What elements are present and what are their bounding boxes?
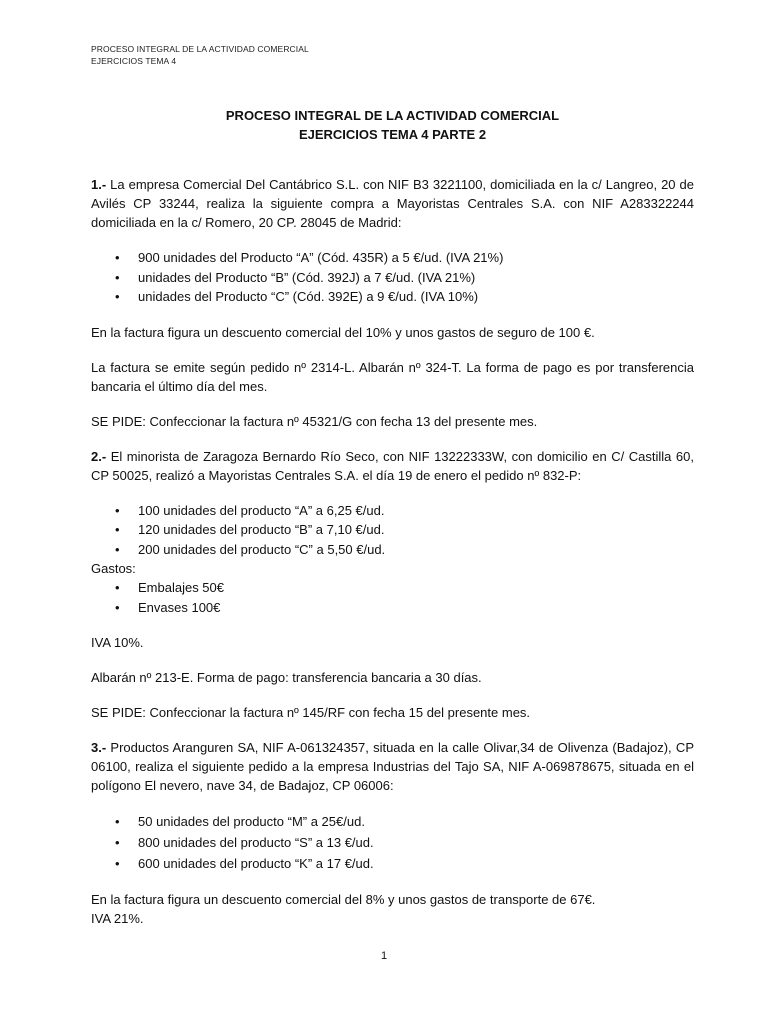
running-header-line1: PROCESO INTEGRAL DE LA ACTIVIDAD COMERCIAL: [91, 44, 309, 54]
exercise-2-gastos: [91, 578, 694, 617]
bullet-icon: •: [115, 250, 120, 265]
exercise-1-items: [91, 248, 694, 307]
exercise-1-intro: [91, 175, 694, 232]
exercise-2-payment: Albarán nº 213-E. Forma de pago: transferencia bancaria a 30 días.: [91, 670, 482, 685]
list-item: • 120 unidades del producto “B” a 7,10 €/ud.: [91, 520, 694, 540]
exercise-2-intro-text: El minorista de Zaragoza Bernardo Río Seco, con NIF 13222333W, con domicilio en C/ Castilla 60, CP 50025, realizó a Mayoristas Centrales S.A. el día 19 de enero el pedido nº 832-P:: [91, 448, 694, 483]
bullet-icon: •: [115, 541, 120, 557]
bullet-icon: •: [115, 599, 120, 615]
list-item: • unidades del Producto “C” (Cód. 392E) a 9 €/ud. (IVA 10%): [91, 287, 694, 307]
list-item: • 200 unidades del producto “C” a 5,50 €/ud.: [91, 540, 694, 560]
list-item: • unidades del Producto “B” (Cód. 392J) a 7 €/ud. (IVA 21%): [91, 268, 694, 288]
bullet-icon: •: [115, 269, 120, 285]
list-item: • Embalajes 50€: [91, 578, 694, 598]
title-line2: EJERCICIOS TEMA 4 PARTE 2: [298, 127, 487, 142]
exercise-2-intro: [91, 447, 694, 485]
exercise-1-invoice-details: La factura se emite según pedido nº 2314-L. Albarán nº 324-T. La forma de pago es por transferencia bancaria el último día del mes.: [91, 359, 694, 394]
list-item: • Envases 100€: [91, 598, 694, 618]
exercise-2-task: SE PIDE: Confeccionar la factura nº 145/RF con fecha 15 del presente mes.: [91, 705, 531, 720]
exercise-1-discount: En la factura figura un descuento comercial del 10% y unos gastos de seguro de 100 €.: [91, 324, 595, 340]
document-title: [91, 106, 694, 144]
exercise-2-iva: IVA 10%.: [91, 635, 144, 650]
exercise-2-items: [91, 501, 694, 560]
bullet-icon: •: [115, 522, 120, 537]
bullet-icon: •: [115, 835, 120, 850]
exercise-1-number: 1.-: [91, 177, 107, 192]
bullet-icon: •: [115, 814, 120, 829]
list-item: • 800 unidades del producto “S” a 13 €/ud.: [91, 832, 694, 853]
exercise-3-intro-text: Productos Aranguren SA, NIF A-061324357, situada en la calle Olivar,34 de Olivenza (Badajoz), CP 06100, realiza el siguiente pedido a la empresa Industrias del Tajo SA, NIF A-069878675, situada en el polígono El nevero, nave 34, de Badajoz, CP 06006:: [91, 740, 694, 793]
exercise-1-intro-text: La empresa Comercial Del Cantábrico S.L. con NIF B3 3221100, domiciliada en la c/ Langreo, 20 de Avilés CP 33244, realiza la siguiente compra a Mayoristas Centrales S.A. con NIF A283322244 domiciliada en la c/ Romero, 20 CP. 28045 de Madrid:: [91, 177, 694, 230]
exercise-3-number: 3.-: [91, 740, 107, 755]
exercise-2-gastos-label: Gastos:: [91, 561, 136, 576]
exercise-2-number: 2.-: [91, 448, 107, 464]
exercise-3-intro: [91, 738, 694, 795]
exercise-3-discount: En la factura figura un descuento comercial del 8% y unos gastos de transporte de 67€.: [91, 892, 596, 907]
document-body: [91, 175, 694, 944]
exercise-3-items: [91, 811, 694, 874]
page-number: 1: [380, 950, 388, 962]
running-header: [91, 43, 309, 67]
list-item: • 900 unidades del Producto “A” (Cód. 435R) a 5 €/ud. (IVA 21%): [91, 248, 694, 268]
bullet-icon: •: [115, 580, 120, 595]
running-header-line2: EJERCICIOS TEMA 4: [91, 56, 177, 66]
title-line1: PROCESO INTEGRAL DE LA ACTIVIDAD COMERCIAL: [225, 108, 560, 123]
list-item: • 600 unidades del producto “K” a 17 €/ud.: [91, 853, 694, 874]
bullet-icon: •: [115, 856, 120, 871]
exercise-1-task: SE PIDE: Confeccionar la factura nº 45321/G con fecha 13 del presente mes.: [91, 413, 538, 429]
list-item: • 50 unidades del producto “M” a 25€/ud.: [91, 811, 694, 832]
bullet-icon: •: [115, 289, 120, 304]
list-item: • 100 unidades del producto “A” a 6,25 €/ud.: [91, 501, 694, 521]
exercise-3-iva: IVA 21%.: [91, 911, 144, 926]
bullet-icon: •: [115, 502, 120, 518]
